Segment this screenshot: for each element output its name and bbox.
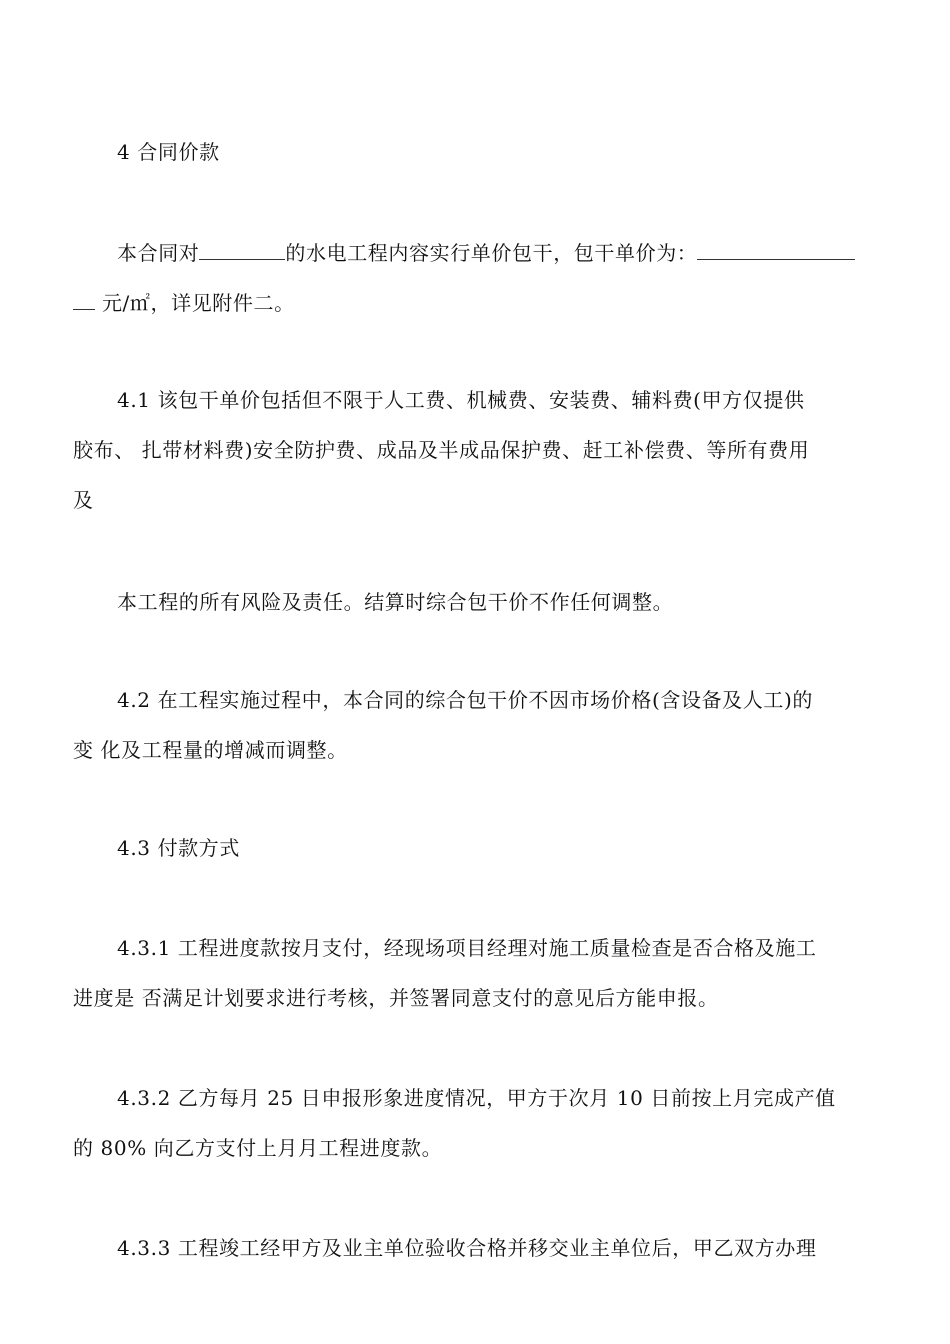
- unit-price-blank-continued[interactable]: [73, 291, 95, 310]
- price-text-1: 本合同对: [117, 241, 200, 265]
- clause-4-3-1-line-1: 4.3.1 工程进度款按月支付，经现场项目经理对施工质量检查是否合格及施工: [117, 936, 817, 960]
- clause-4-3-2-line-2: 的 80% 向乙方支付上月月工程进度款。: [73, 1136, 443, 1160]
- clause-4-3-2-line-1: 4.3.2 乙方每月 25 日申报形象进度情况，甲方于次月 10 日前按上月完成产值: [117, 1086, 836, 1110]
- paragraph-price-line-2: [73, 290, 879, 316]
- price-text-2: 的水电工程内容实行单价包干，包干单价为：: [285, 241, 698, 265]
- section-heading: 4 合同价款: [117, 140, 220, 164]
- risk-paragraph: 本工程的所有风险及责任。结算时综合包干价不作任何调整。: [117, 590, 674, 614]
- project-name-blank[interactable]: [199, 241, 285, 260]
- clause-4-3-3-line-1: 4.3.3 工程竣工经甲方及业主单位验收合格并移交业主单位后，甲乙双方办理: [117, 1236, 817, 1260]
- clause-4-2-line-1: 4.2 在工程实施过程中，本合同的综合包干价不因市场价格(含设备及人工)的: [117, 688, 813, 712]
- clause-4-1-line-3: 及: [73, 488, 94, 512]
- price-text-3: 元/㎡，详见附件二。: [95, 291, 295, 315]
- clause-4-2-line-2: 变 化及工程量的增减而调整。: [73, 738, 348, 762]
- clause-4-3-1-line-2: 进度是 否满足计划要求进行考核，并签署同意支付的意见后方能申报。: [73, 986, 719, 1010]
- unit-price-blank[interactable]: [697, 241, 855, 260]
- paragraph-price-line-1: [117, 240, 879, 266]
- clause-4-1-line-2: 胶布、 扎带材料费)安全防护费、成品及半成品保护费、赶工补偿费、等所有费用: [73, 438, 810, 462]
- clause-4-3-heading: 4.3 付款方式: [117, 836, 240, 860]
- clause-4-1-line-1: 4.1 该包干单价包括但不限于人工费、机械费、安装费、辅料费(甲方仅提供: [117, 388, 805, 412]
